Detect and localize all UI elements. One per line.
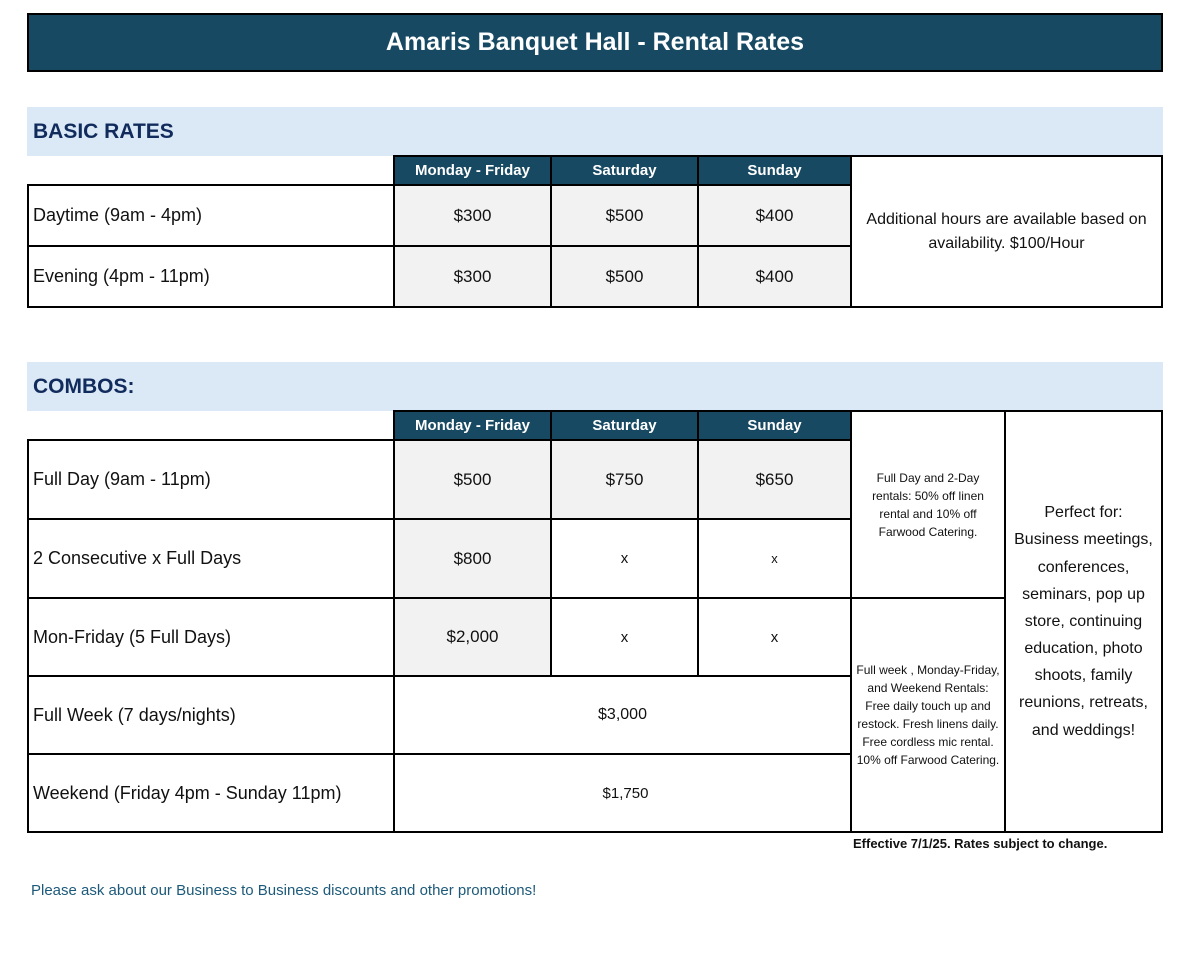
combo-mon-fri-sunday: x [697,597,852,677]
effective-date-note: Effective 7/1/25. Rates subject to change. [853,836,1108,851]
combo-full-day-sunday: $650 [697,439,852,520]
basic-daytime-saturday: $500 [550,184,699,247]
combos-col-sunday: Sunday [697,410,852,441]
combos-col-saturday: Saturday [550,410,699,441]
basic-col-mon-fri: Monday - Friday [393,155,552,186]
combo-two-days-mon-fri: $800 [393,518,552,599]
combo-row-full-week-label: Full Week (7 days/nights) [27,675,395,755]
basic-row-daytime-label: Daytime (9am - 4pm) [27,184,395,247]
combo-mon-fri-mon-fri: $2,000 [393,597,552,677]
combo-weekend-price: $1,750 [393,753,852,833]
combo-two-days-saturday: x [550,518,699,599]
combo-row-mon-fri-label: Mon-Friday (5 Full Days) [27,597,395,677]
combo-row-full-day-label: Full Day (9am - 11pm) [27,439,395,520]
basic-row-evening-label: Evening (4pm - 11pm) [27,245,395,308]
basic-daytime-sunday: $400 [697,184,852,247]
combo-row-weekend-label: Weekend (Friday 4pm - Sunday 11pm) [27,753,395,833]
combo-full-week-price: $3,000 [393,675,852,755]
combo-full-day-note: Full Day and 2-Day rentals: 50% off linen rental and 10% off Farwood Catering. [850,410,1006,599]
combo-mon-fri-saturday: x [550,597,699,677]
combo-full-day-saturday: $750 [550,439,699,520]
basic-rates-heading: BASIC RATES [27,107,1163,156]
combo-two-days-sunday: x [697,518,852,599]
basic-col-saturday: Saturday [550,155,699,186]
combos-heading: COMBOS: [27,362,1163,411]
combo-full-week-note: Full week , Monday-Friday, and Weekend Rentals: Free daily touch up and restock. Fresh linens daily. Free cordless mic rental. 10% off Farwood Catering. [850,597,1006,833]
basic-col-sunday: Sunday [697,155,852,186]
combos-col-mon-fri: Monday - Friday [393,410,552,441]
promotions-note: Please ask about our Business to Business discounts and other promotions! [31,882,537,899]
basic-daytime-mon-fri: $300 [393,184,552,247]
basic-evening-mon-fri: $300 [393,245,552,308]
perfect-for-note: Perfect for: Business meetings, conferences, seminars, pop up store, continuing education, photo shoots, family reunions, retreats, and weddings! [1004,410,1163,833]
combo-full-day-mon-fri: $500 [393,439,552,520]
basic-additional-hours-note: Additional hours are available based on availability. $100/Hour [850,155,1163,308]
combo-row-two-days-label: 2 Consecutive x Full Days [27,518,395,599]
basic-evening-sunday: $400 [697,245,852,308]
basic-evening-saturday: $500 [550,245,699,308]
page-title: Amaris Banquet Hall - Rental Rates [27,13,1163,72]
